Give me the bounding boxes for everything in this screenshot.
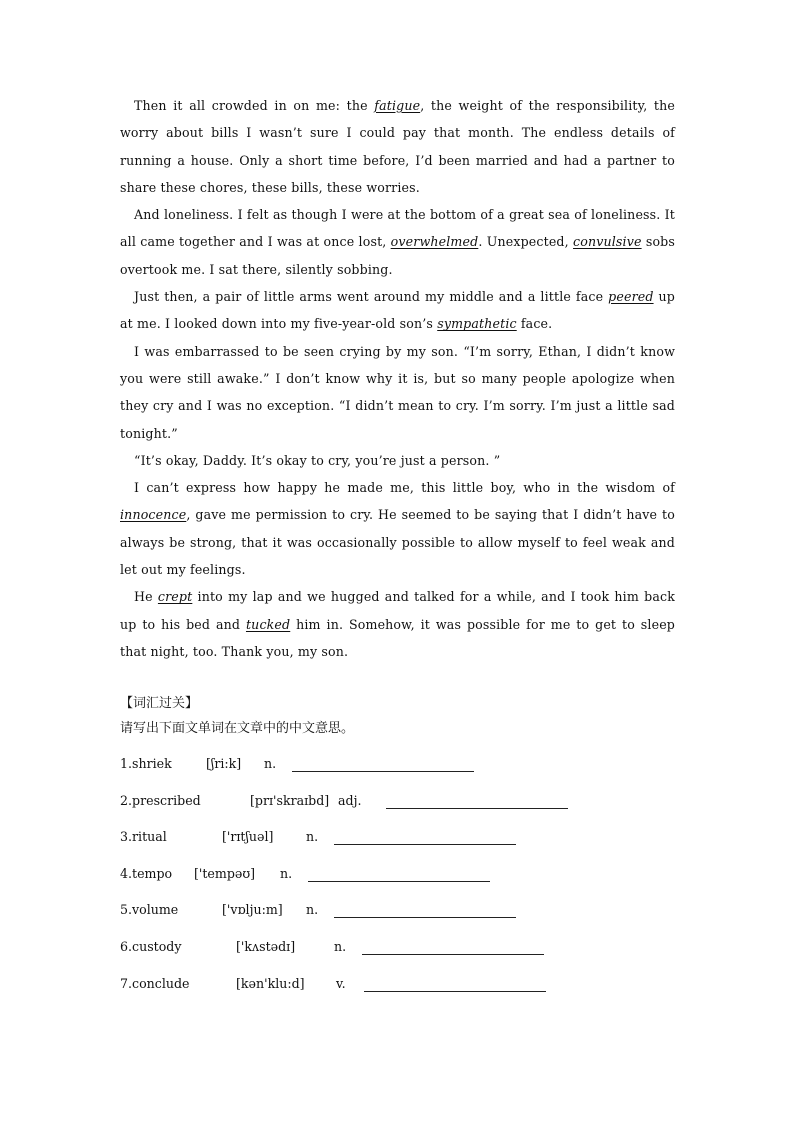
- text-run: , the weight of the responsibility, the worry about bills I wasn’t sure I could pay that month. The endless details of running a house. Only a short time before, I’d been married and had a partner to share these chores, these bills, these worries.: [120, 98, 675, 195]
- phonetic: [prɪ'skraɪbd]: [250, 792, 330, 808]
- vocab-word: ritual: [132, 829, 167, 845]
- answer-blank[interactable]: [362, 940, 544, 955]
- vocab-word-group: [120, 754, 188, 774]
- text-run: up at me. I looked down into my five-year-old son’s: [120, 289, 675, 332]
- vocab-word: shriek: [132, 756, 172, 771]
- story-paragraph: [120, 583, 675, 665]
- story-paragraph: [120, 201, 675, 283]
- part-of-speech: v.: [336, 975, 346, 991]
- vocab-item: [120, 900, 516, 920]
- text-run: I was embarrassed to be seen crying by my son. “I’m sorry, Ethan, I didn’t know you were still awake.” I don’t know why it is, but so many people apologize when they cry and I was no exception. “I didn’t mean to cry. I’m sorry. I’m just a little sad tonight.”: [120, 343, 675, 441]
- keyword: innocence: [120, 507, 187, 523]
- story-text: [120, 92, 675, 665]
- vocab-item: [120, 864, 490, 884]
- keyword: tucked: [245, 616, 291, 632]
- keyword: crept: [157, 589, 193, 605]
- text-run: him in. Somehow, it was possible for me to get to sleep that night, too. Thank you, my son.: [120, 616, 676, 659]
- vocab-word-group: [120, 791, 232, 811]
- answer-blank[interactable]: [334, 830, 516, 845]
- text-run: face.: [516, 316, 553, 332]
- part-of-speech: n.: [306, 902, 319, 918]
- vocab-word-group: [120, 827, 204, 847]
- item-number: 6.: [120, 939, 133, 954]
- item-number: 3.: [120, 829, 133, 845]
- vocab-item: [120, 754, 474, 774]
- item-number: 2.: [120, 792, 133, 808]
- vocab-word: custody: [132, 939, 182, 954]
- answer-blank[interactable]: [334, 903, 516, 918]
- vocab-word-group: [120, 900, 204, 920]
- story-paragraph: [120, 447, 675, 474]
- phonetic: ['tempəʊ]: [194, 865, 256, 881]
- part-of-speech: n.: [264, 756, 277, 771]
- vocab-word-group: [120, 974, 218, 994]
- answer-blank[interactable]: [308, 867, 490, 882]
- vocab-item: [120, 827, 516, 847]
- text-run: Just then, a pair of little arms went around my middle and a little face: [134, 289, 609, 305]
- answer-blank[interactable]: [386, 794, 568, 809]
- vocab-word-group: [120, 864, 176, 884]
- text-run: Then it all crowded in on me: the: [134, 98, 375, 113]
- keyword: peered: [608, 289, 654, 305]
- text-run: sobs overtook me. I sat there, silently sobbing.: [120, 234, 675, 277]
- answer-blank[interactable]: [292, 757, 474, 772]
- vocab-item: [120, 937, 544, 957]
- part-of-speech: n.: [280, 865, 293, 881]
- story-paragraph: [120, 92, 675, 201]
- text-run: into my lap and we hugged and talked for a while, and I took him back up to his bed and: [120, 589, 675, 632]
- story-paragraph: [120, 338, 675, 447]
- part-of-speech: adj.: [338, 792, 362, 808]
- keyword: sympathetic: [437, 316, 517, 332]
- story-paragraph: [120, 474, 675, 583]
- answer-blank[interactable]: [364, 977, 546, 992]
- text-run: And loneliness. I felt as though I were at the bottom of a great sea of loneliness. It all came together and I was at once lost,: [120, 207, 675, 250]
- story-paragraph: [120, 283, 675, 338]
- vocab-instruction: 请写出下面文单词在文章中的中文意思。: [120, 721, 355, 736]
- vocab-word: conclude: [132, 975, 190, 991]
- text-run: “It’s okay, Daddy. It’s okay to cry, you’re just a person. ”: [134, 452, 501, 468]
- keyword: fatigue: [374, 98, 421, 113]
- phonetic: [ʃri:k]: [206, 756, 242, 771]
- item-number: 4.: [120, 865, 133, 881]
- phonetic: [kən'klu:d]: [236, 975, 305, 991]
- part-of-speech: n.: [334, 939, 347, 954]
- vocab-word: tempo: [132, 865, 173, 881]
- phonetic: ['kʌstədɪ]: [236, 939, 296, 954]
- vocab-section: [120, 692, 675, 991]
- item-number: 1.: [120, 756, 133, 771]
- keyword: overwhelmed: [390, 234, 479, 250]
- part-of-speech: n.: [306, 829, 319, 845]
- vocab-title: 【词汇过关】: [120, 696, 199, 711]
- vocab-word-group: [120, 937, 218, 957]
- item-number: 7.: [120, 975, 133, 991]
- vocab-item: [120, 791, 568, 811]
- vocab-word: volume: [132, 902, 179, 918]
- vocab-word: prescribed: [132, 792, 201, 808]
- phonetic: ['vɒlju:m]: [222, 902, 283, 918]
- phonetic: ['rɪtʃuəl]: [222, 829, 274, 845]
- text-run: , gave me permission to cry. He seemed to be saying that I didn’t have to always be strong, that it was occasionally possible to allow myself to feel weak and let out my feelings.: [120, 507, 675, 578]
- item-number: 5.: [120, 902, 133, 918]
- vocab-item: [120, 974, 546, 994]
- text-run: I can’t express how happy he made me, this little boy, who in the wisdom of: [134, 480, 675, 496]
- text-run: . Unexpected,: [478, 234, 574, 250]
- text-run: He: [134, 589, 158, 605]
- keyword: convulsive: [573, 234, 642, 250]
